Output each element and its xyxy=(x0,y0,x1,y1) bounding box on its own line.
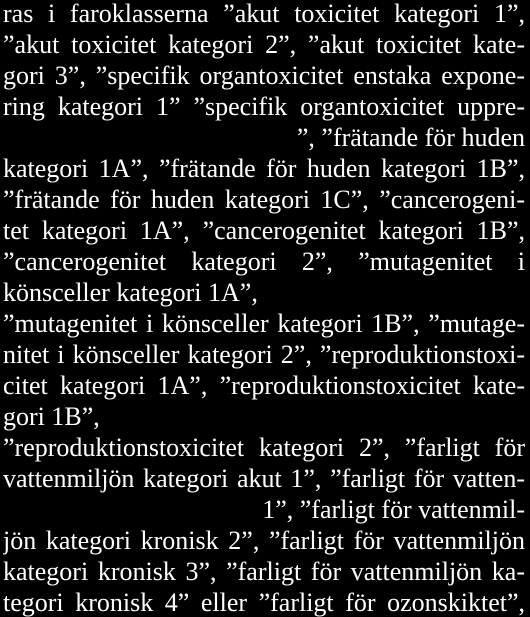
text-line-17: 1”, ”farligt för vattenmil- xyxy=(262,496,525,524)
text-line-18: jön kategori kronisk 2”, ”farligt för vattenmiljön xyxy=(3,527,525,555)
text-line-6: kategori 1A”, ”frätande för huden kategori 1B”, xyxy=(3,155,525,183)
text-line-2: ”akut toxicitet kategori 2”, ”akut toxicitet kate- xyxy=(3,31,525,59)
text-line-16: vattenmiljön kategori akut 1”, ”farligt för vatten- xyxy=(3,465,525,493)
text-line-12: nitet i könsceller kategori 2”, ”reproduktionstoxi- xyxy=(3,341,525,369)
text-line-3: gori 3”, ”specifik organtoxicitet enstaka expone- xyxy=(3,62,525,90)
text-line-14: gori 1B”, xyxy=(3,403,100,431)
text-line-9: ”cancerogenitet kategori 2”, ”mutagenitet i xyxy=(3,248,525,276)
text-line-13: citet kategori 1A”, ”reproduktionstoxicitet kate- xyxy=(3,372,525,400)
text-line-5: ”, ”frätande för huden xyxy=(296,124,525,152)
text-line-8: tet kategori 1A”, ”cancerogenitet kategori 1B”, xyxy=(3,217,525,245)
text-line-20: tegori kronisk 4” eller ”farligt för ozonskiktet”, xyxy=(3,589,525,617)
text-line-4: ring kategori 1” ”specifik organtoxicitet uppre- xyxy=(3,93,525,121)
text-line-15: ”reproduktionstoxicitet kategori 2”, ”farligt för xyxy=(3,434,525,462)
text-line-1: ras i faroklasserna ”akut toxicitet kategori 1”, xyxy=(3,0,525,28)
text-line-7: ”frätande för huden kategori 1C”, ”cancerogeni- xyxy=(3,186,525,214)
text-line-10: könsceller kategori 1A”, xyxy=(3,279,258,307)
text-line-11: ”mutagenitet i könsceller kategori 1B”, ”mutage- xyxy=(3,310,525,338)
text-line-19: kategori kronisk 3”, ”farligt för vattenmiljön ka- xyxy=(3,558,525,586)
